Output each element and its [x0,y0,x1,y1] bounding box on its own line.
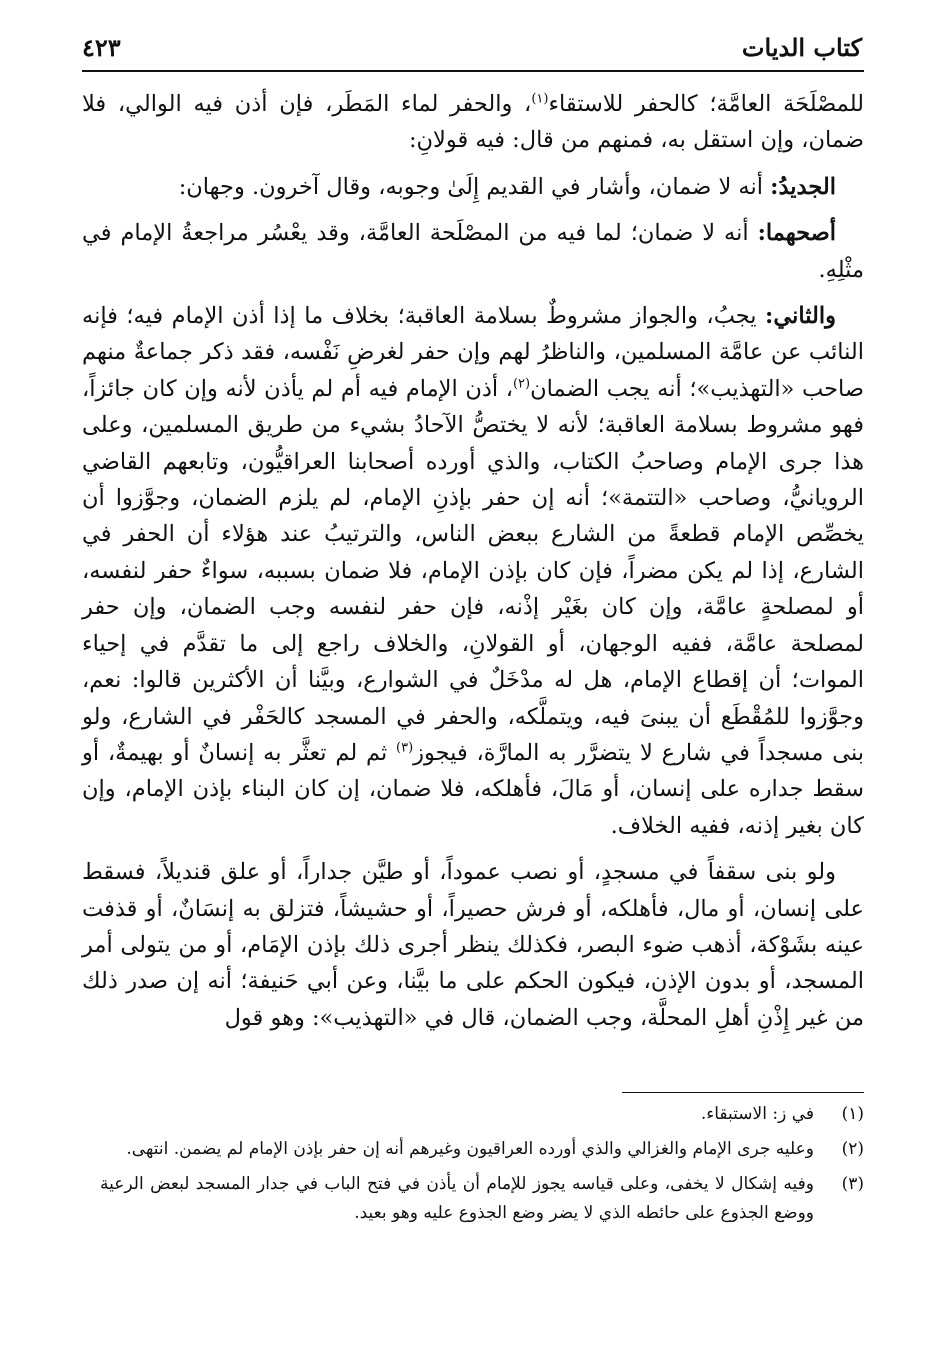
paragraph-lead: أصحهما: [757,220,836,247]
footnote-ref-3[interactable]: (٣) [396,740,414,756]
paragraph-3 [82,215,864,288]
paragraph-text: ، والحفر لماء المَطَر، فإن أذن فيه الوالي، فلا ضمان، وإن استقل به، فمنهم من قال: فيه قولانِ: [82,91,864,154]
paragraph-text: ثم لم تعثَّر به إنسانٌ أو بهيمةٌ، أو سقط جداره على إنسان، أو مَالَ، فأهلكه، فلا ضمان، إن كان البناء بإذن الإمام، وإن كان بغير إذنه، ففيه الخلاف. [82,739,864,839]
paragraph-text: للمصْلَحَة العامَّة؛ كالحفر للاستقاء [548,91,864,117]
footnote-text: وعليه جرى الإمام والغزالي والذي أورده العراقيون وغيرهم أنه إن حفر بإذن الإمام لم يضمن. انتهى. [126,1139,814,1159]
paragraph-4 [82,298,864,844]
footnote-3 [100,1170,864,1228]
paragraph-2 [82,169,864,205]
running-title: كتاب الديات [741,33,862,62]
footnote-ref-1[interactable]: (١) [531,91,549,107]
footnote-text: وفيه إشكال لا يخفى، وعلى قياسه يجوز للإمام أن يأذن في فتح الباب في جدار المسجد لبعض الرعية ووضع الجذوع على حائطه الذي لا يضر وضع الجذوع عليه وهو بعيد. [100,1174,814,1223]
page-header [82,30,862,70]
footnote-number: (٢) [841,1139,864,1159]
paragraph-text: ، أذن الإمام فيه أم لم يأذن لأنه وإن كان جائزاً، فهو مشروط بسلامة العاقبة؛ لأنه لا يختصُّ الآحادُ بشيء من طريق المسلمين، وعلى هذا جرى الإمام وصاحبُ الكتاب، والذي أورده أصحابنا العراقيُّون، وتابعهم القاضي الرويانيُّ، وصاحب «التتمة»؛ أنه إن حفر بإذنِ الإمام، لم يلزم الضمان، وجوَّزوا أن يخصِّص الإمام قطعةً من الشارع ببعض الناس، والترتيبُ عند هؤلاء أن الحفر في الشارع، إذا لم يكن مضراً، فإن كان بإذن الإمام، فلا ضمان بسببه، سواءٌ حفر لنفسه، أو لمصلحةٍ عامَّة، وإن كان بغَيْر إذْنه، فإن حفر لنفسه وجب الضمان، وإن حفر لمصلحة عامَّة، ففيه الوجهان، أو القولانِ، والخلاف راجع إلى ما تقدَّم في إحياء الموات؛ أن إقطاع الإمام، هل له مدْخَلٌ في الشوارع، وبيَّنا أن الأكثرين قالوا: نعم، وجوَّزوا للمُقْطَع أن يبنىَ فيه، ويتملَّكه، والحفر في المسجد كالحَفْر في الشارع، ولو بنى مسجداً في شارع لا يتضرَّر به المارَّة، فيجوز [82,375,864,766]
paragraph-text: ولو بنى سقفاً في مسجدٍ، أو نصب عموداً، أو طيَّن جداراً، أو علق قنديلاً، فسقط على إنسان، أو مال، فأهلكه، أو فرش حصيراً، أو حشيشاً، فتزلق به إنسَانٌ، أو قذفت عينه بشَوْكة، أذهب ضوء البصر، فكذلك ينظر أجرى ذلك بإذن الإمَام، أو من يتولى أمر المسجد، أو بدون الإذن، فيكون الحكم على ما بيَّنا، وعن أبي حَنيفة؛ أنه إن صدر ذلك من غير إِذْنِ أهلِ المحلَّة، وجب الضمان، قال في «التهذيب»: وهو قول [82,859,864,1031]
footnote-text: في ز: الاستبقاء. [700,1104,814,1124]
paragraph-text: أنه لا ضمان؛ لما فيه من المصْلَحة العامَّة، وقد يعْسُر مراجعةُ الإمام في مثْلِهِ. [82,220,864,283]
footnote-2 [100,1135,864,1164]
paragraph-5 [82,854,864,1036]
paragraph-text: يجبُ، والجواز مشروطٌ بسلامة العاقبة؛ بخلاف ما إذا أذن الإمام فيه؛ فإنه النائب عن عامَّة المسلمين، والناظرُ لهم وإن حفر لغرضِ نَفْسه، فقد ذكر جماعةٌ منهم صاحب «التهذيب»؛ أنه يجب الضمان [82,303,864,402]
page-number: ٤٢٣ [82,33,121,62]
header-divider [82,70,864,72]
footnote-number: (٣) [841,1174,864,1194]
footnote-ref-2[interactable]: (٢) [512,376,531,392]
footnote-number: (١) [841,1104,864,1124]
footnotes [100,1100,864,1234]
main-text [82,86,864,1046]
paragraph-lead: الجديدُ: [770,173,836,200]
footnote-1 [100,1100,864,1129]
paragraph-1 [82,86,864,159]
paragraph-text: أنه لا ضمان، وأشار في القديم إِلَىٰ وجوبه، وقال آخرون. وجهان: [178,173,771,200]
footnote-divider [622,1092,864,1093]
paragraph-lead: والثاني: [765,303,836,330]
